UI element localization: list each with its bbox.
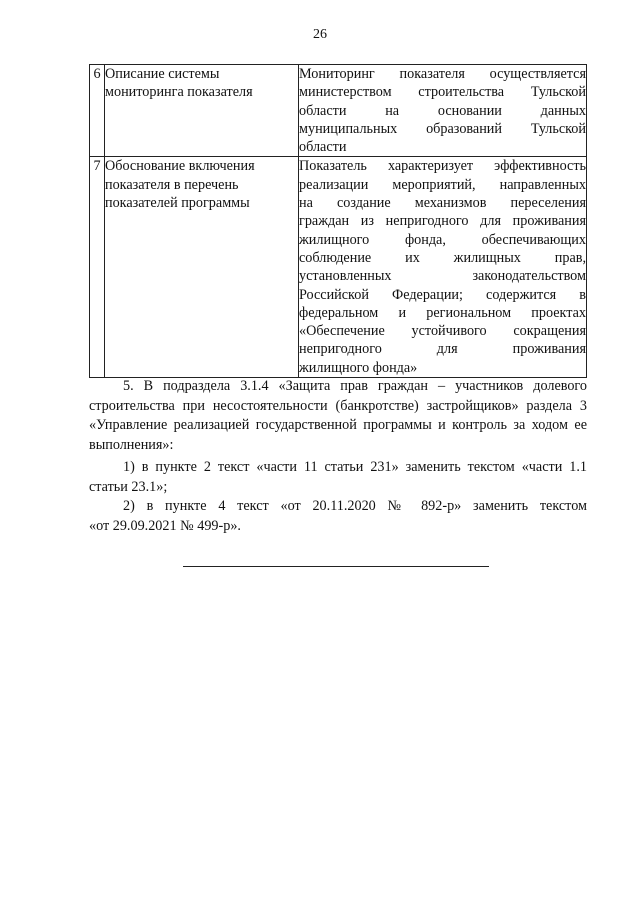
paragraph-line: 1) в пункте 2 текст «части 11 статьи 231» заменить текстом «части 1.1 — [123, 459, 587, 475]
paragraph-5 — [89, 377, 587, 455]
row-content — [299, 157, 587, 378]
label-line: Обоснование включения — [105, 158, 255, 175]
paragraph-item-1 — [89, 458, 587, 497]
content-line: министерством строительства Тульской — [299, 84, 586, 101]
paragraph-line: строительства при несостоятельности (банкротстве) застройщиков» раздела 3 — [89, 397, 587, 414]
content-line: жилищного фонда, обеспечивающих — [299, 231, 586, 248]
row-content — [299, 65, 587, 157]
content-line: реализации мероприятий, направленных — [299, 176, 586, 193]
row-number: 7 — [90, 157, 105, 378]
paragraph-line: 5. В подраздела 3.1.4 «Защита прав граждан – участников долевого — [123, 378, 587, 394]
paragraph-line: выполнения»: — [89, 436, 174, 453]
paragraph-line: «Управление реализацией государственной программы и контроль за ходом ее — [89, 417, 587, 433]
table-row — [90, 157, 587, 378]
label-line: показателей программы — [105, 195, 250, 212]
content-line: на создание механизмов переселения — [299, 195, 586, 212]
paragraph-item-2 — [89, 497, 587, 536]
paragraph-line: статьи 23.1»; — [89, 478, 168, 495]
content-line: непригодного для проживания — [299, 341, 586, 358]
table-row — [90, 65, 587, 157]
content-line: области — [299, 139, 347, 156]
content-line: соблюдение их жилищных прав, — [299, 249, 586, 266]
content-line: граждан из непригодного для проживания — [299, 213, 586, 230]
indicator-table — [89, 64, 587, 378]
content-line: Российской Федерации; содержится в — [299, 286, 586, 303]
label-line: мониторинга показателя — [105, 84, 253, 101]
row-label — [105, 157, 299, 378]
row-number: 6 — [90, 65, 105, 157]
content-line: установленных законодательством — [299, 268, 586, 285]
page-number: 26 — [313, 27, 327, 42]
content-line: муниципальных образований Тульской — [299, 120, 586, 137]
label-line: показателя в перечень — [105, 176, 239, 193]
content-line: федеральном и региональном проектах — [299, 304, 586, 321]
content-line: «Обеспечение устойчивого сокращения — [299, 323, 586, 340]
content-line: Показатель характеризует эффективность — [299, 158, 586, 175]
content-line: Мониторинг показателя осуществляется — [299, 66, 586, 82]
label-line: Описание системы — [105, 66, 220, 82]
content-line: области на основании данных — [299, 102, 586, 119]
content-line: жилищного фонда» — [299, 359, 418, 376]
paragraph-line: «от 29.09.2021 № 499-р». — [89, 517, 241, 534]
end-divider — [183, 566, 489, 567]
row-label — [105, 65, 299, 157]
paragraph-line: 2) в пункте 4 текст «от 20.11.2020 № 892-р» заменить текстом — [123, 498, 587, 514]
